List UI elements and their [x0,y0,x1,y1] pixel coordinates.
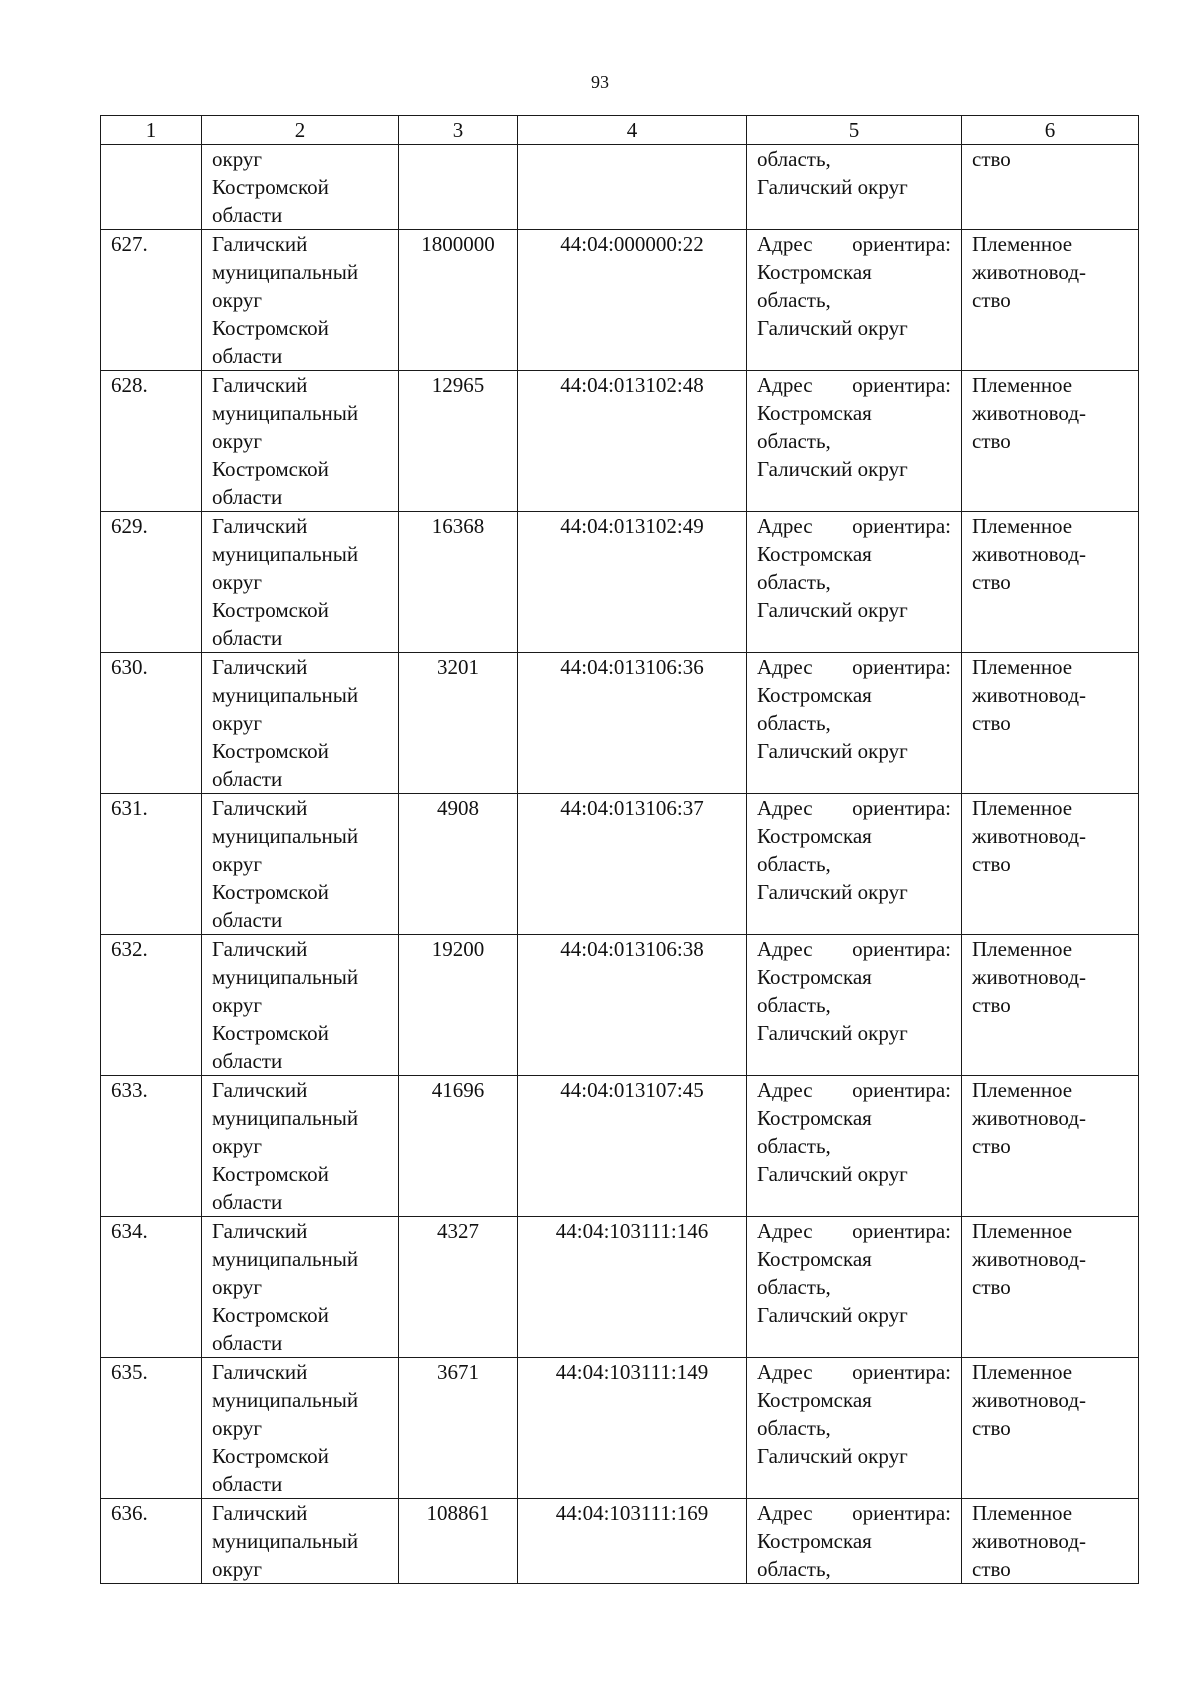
area-cell [399,145,518,230]
row-number-cell: 636. [101,1499,202,1584]
cadastral-cell: 44:04:103111:149 [518,1358,747,1499]
row-number-cell [101,145,202,230]
column-number-row [101,116,1139,145]
cadastral-cell: 44:04:013107:45 [518,1076,747,1217]
owner-cell: Галичский муниципальный округ Костромской области [202,653,399,794]
owner-cell: Галичский муниципальный округ Костромской области [202,794,399,935]
table-row [101,371,1139,512]
use-cell: Племенное животновод- ство [962,512,1139,653]
address-cell [747,512,962,653]
owner-cell: Галичский муниципальный округ Костромской области [202,1076,399,1217]
use-cell: Племенное животновод- ство [962,1358,1139,1499]
column-header: 2 [202,116,399,145]
table-row [101,794,1139,935]
area-cell: 1800000 [399,230,518,371]
table-row [101,512,1139,653]
cadastral-cell: 44:04:013106:36 [518,653,747,794]
use-cell: Племенное животновод- ство [962,371,1139,512]
page-number: 93 [591,72,609,92]
address-text: Костромская область, [757,1529,872,1581]
cadastral-cell [518,145,747,230]
row-number-cell: 627. [101,230,202,371]
area-cell: 19200 [399,935,518,1076]
address-landmark-label: Адрес ориентира: [757,1360,951,1384]
use-cell: Племенное животновод- ство [962,935,1139,1076]
row-number-cell: 632. [101,935,202,1076]
address-cell [747,935,962,1076]
area-cell: 41696 [399,1076,518,1217]
owner-cell: Галичский муниципальный округ Костромской области [202,230,399,371]
owner-cell: Галичский муниципальный округ [202,1499,399,1584]
table-row [101,230,1139,371]
address-cell [747,653,962,794]
row-number-cell: 628. [101,371,202,512]
table-row [101,1217,1139,1358]
cadastral-cell: 44:04:000000:22 [518,230,747,371]
table-row [101,1499,1139,1584]
row-number-cell: 629. [101,512,202,653]
use-cell: ство [962,145,1139,230]
address-landmark-label: Адрес ориентира: [757,655,951,679]
cadastral-cell: 44:04:013106:37 [518,794,747,935]
address-cell [747,1358,962,1499]
address-landmark-label: Адрес ориентира: [757,937,951,961]
address-landmark-label: Адрес ориентира: [757,232,951,256]
row-number-cell: 630. [101,653,202,794]
row-number-cell: 631. [101,794,202,935]
area-cell: 108861 [399,1499,518,1584]
address-cell [747,1499,962,1584]
area-cell: 4908 [399,794,518,935]
table-row [101,1076,1139,1217]
column-header: 5 [747,116,962,145]
address-landmark-label: Адрес ориентира: [757,514,951,538]
area-cell: 3671 [399,1358,518,1499]
area-cell: 12965 [399,371,518,512]
cadastral-cell: 44:04:103111:146 [518,1217,747,1358]
address-landmark-label: Адрес ориентира: [757,1219,951,1243]
cadastral-cell: 44:04:103111:169 [518,1499,747,1584]
column-header: 1 [101,116,202,145]
address-text: Костромская область, Галичский округ [757,683,908,763]
row-number-cell: 635. [101,1358,202,1499]
column-header: 4 [518,116,747,145]
area-cell: 4327 [399,1217,518,1358]
address-text: Костромская область, Галичский округ [757,260,908,340]
owner-cell: Галичский муниципальный округ Костромской области [202,512,399,653]
area-cell: 16368 [399,512,518,653]
cadastral-cell: 44:04:013106:38 [518,935,747,1076]
use-cell: Племенное животновод- ство [962,1076,1139,1217]
address-text: Костромская область, Галичский округ [757,1106,908,1186]
row-number-cell: 634. [101,1217,202,1358]
address-text: Костромская область, Галичский округ [757,824,908,904]
table-row [101,935,1139,1076]
address-cell [747,230,962,371]
owner-cell: округ Костромской области [202,145,399,230]
address-landmark-label: Адрес ориентира: [757,1078,951,1102]
column-header: 6 [962,116,1139,145]
owner-cell: Галичский муниципальный округ Костромской области [202,371,399,512]
address-landmark-label: Адрес ориентира: [757,373,951,397]
address-text: Костромская область, Галичский округ [757,1388,908,1468]
row-number-cell: 633. [101,1076,202,1217]
address-cell [747,1076,962,1217]
address-text: Костромская область, Галичский округ [757,542,908,622]
address-cell [747,794,962,935]
area-cell: 3201 [399,653,518,794]
continuation-row [101,145,1139,230]
address-text: Костромская область, Галичский округ [757,1247,908,1327]
land-registry-table [100,115,1139,1584]
address-text: Костромская область, Галичский округ [757,965,908,1045]
owner-cell: Галичский муниципальный округ Костромской области [202,1358,399,1499]
table-row [101,653,1139,794]
use-cell: Племенное животновод- ство [962,230,1139,371]
column-header: 3 [399,116,518,145]
table-row [101,1358,1139,1499]
address-cell [747,1217,962,1358]
use-cell: Племенное животновод- ство [962,1217,1139,1358]
cadastral-cell: 44:04:013102:48 [518,371,747,512]
address-cell [747,371,962,512]
use-cell: Племенное животновод- ство [962,653,1139,794]
owner-cell: Галичский муниципальный округ Костромской области [202,1217,399,1358]
use-cell: Племенное животновод- ство [962,794,1139,935]
owner-cell: Галичский муниципальный округ Костромской области [202,935,399,1076]
cadastral-cell: 44:04:013102:49 [518,512,747,653]
address-cell: область, Галичский округ [747,145,962,230]
address-landmark-label: Адрес ориентира: [757,1501,951,1525]
address-text: Костромская область, Галичский округ [757,401,908,481]
use-cell: Племенное животновод- ство [962,1499,1139,1584]
address-landmark-label: Адрес ориентира: [757,796,951,820]
